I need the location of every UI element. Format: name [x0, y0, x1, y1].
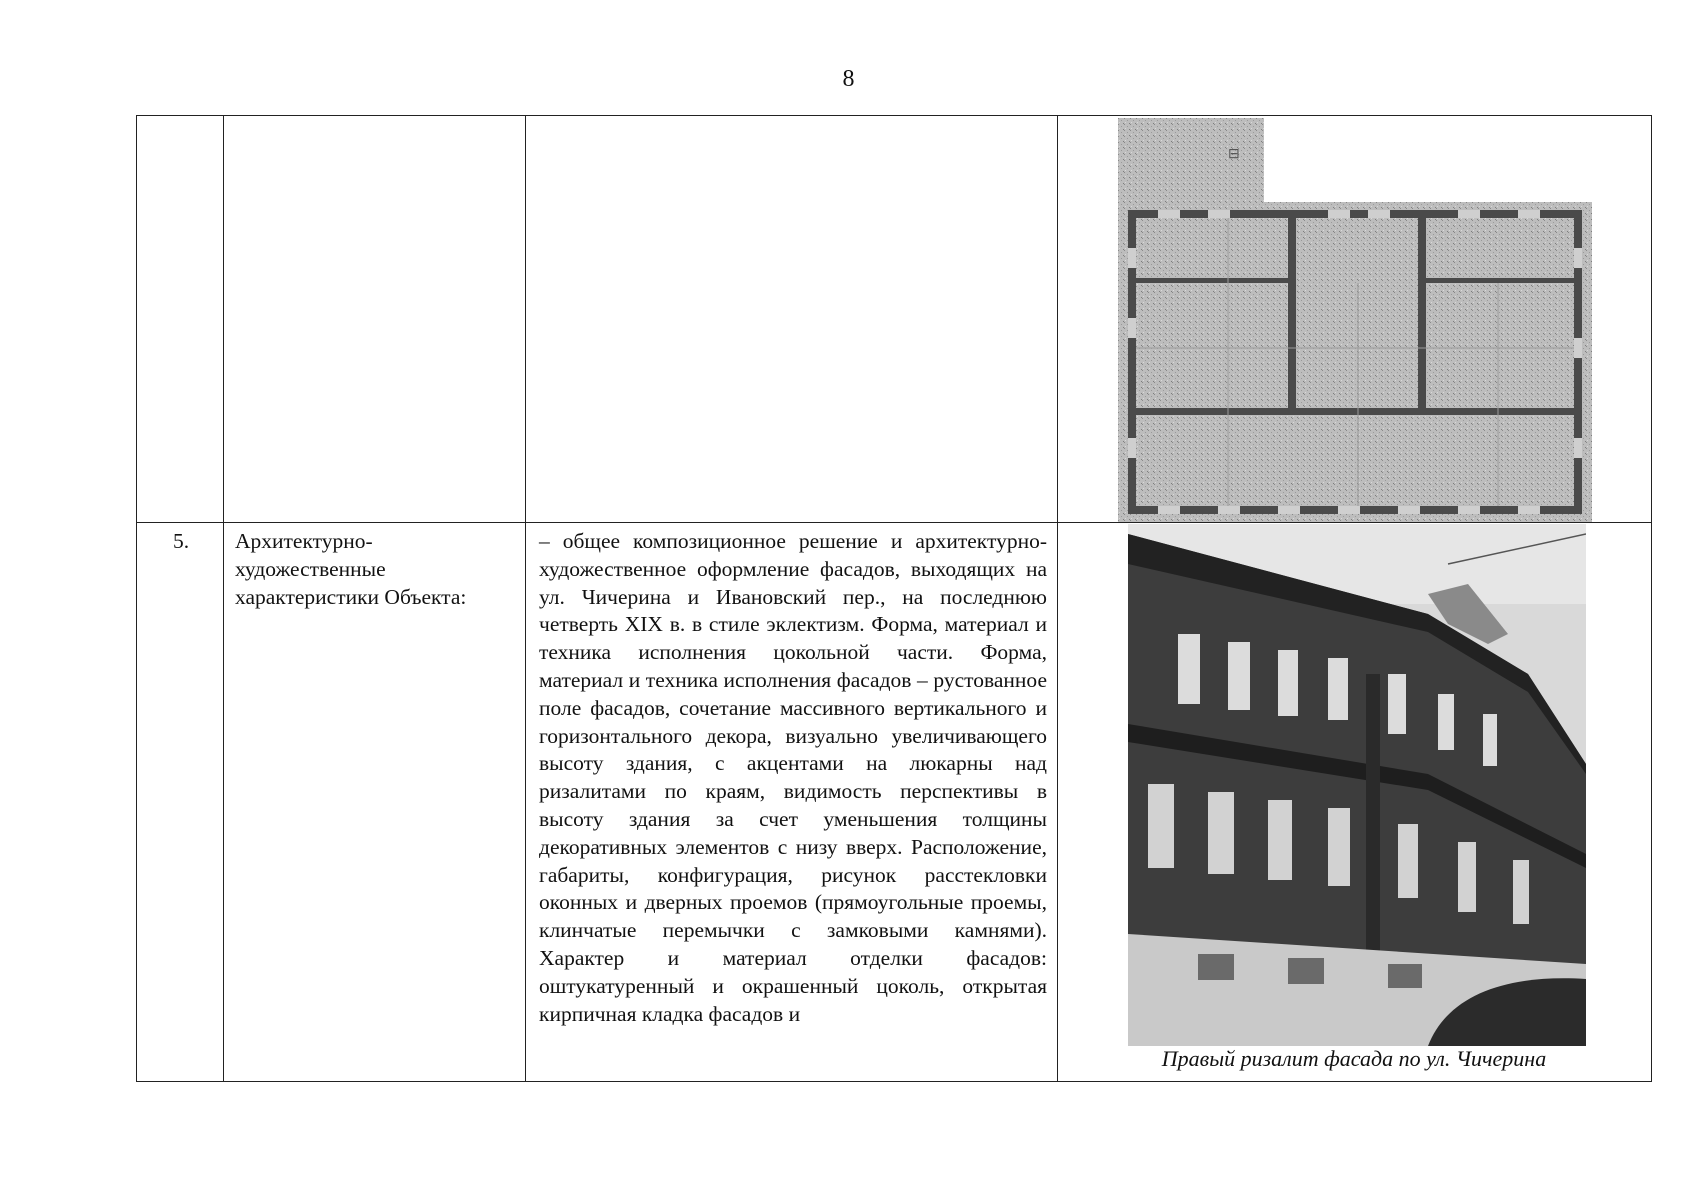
facade-photo: [1128, 524, 1586, 1046]
column-divider: [1057, 116, 1058, 1081]
page-number: 8: [842, 66, 855, 92]
column-divider: [223, 116, 224, 1081]
row-number: 5.: [172, 529, 190, 553]
row-description: – общее композиционное решение и архитектурно-художественное оформление фасадов, выходящих на ул. Чичерина и Ивановский пер., на последнюю четверть XIX в. в стиле эклектизм. Форма, материал и техника исполнения цокольной части. Форма, материал и техника исполнения фасадов – рустованное поле фасадов, сочетание массивного вертикального и горизонтального декора, визуально увеличивающего высоту здания, с акцентами на люкарны над ризалитами по краям, видимость перспективы в высоту здания за счет уменьшения толщины декоративных элементов с низу вверх. Расположение, габариты, конфигурация, рисунок расстекловки оконных и дверных проемов (прямоугольные проемы, клинчатые перемычки с замковыми камнями). Характер и материал отделки фасадов: оштукатуренный и окрашенный цоколь, открытая кирпичная кладка фасадов и: [539, 529, 1047, 1026]
row-title: Архитектурно-художественные характеристики Объекта:: [235, 529, 467, 609]
floor-plan-image: [1118, 118, 1592, 522]
svg-text:⊟: ⊟: [1228, 145, 1240, 161]
photo-caption: Правый ризалит фасада по ул. Чичерина: [1161, 1046, 1547, 1071]
column-divider: [525, 116, 526, 1081]
